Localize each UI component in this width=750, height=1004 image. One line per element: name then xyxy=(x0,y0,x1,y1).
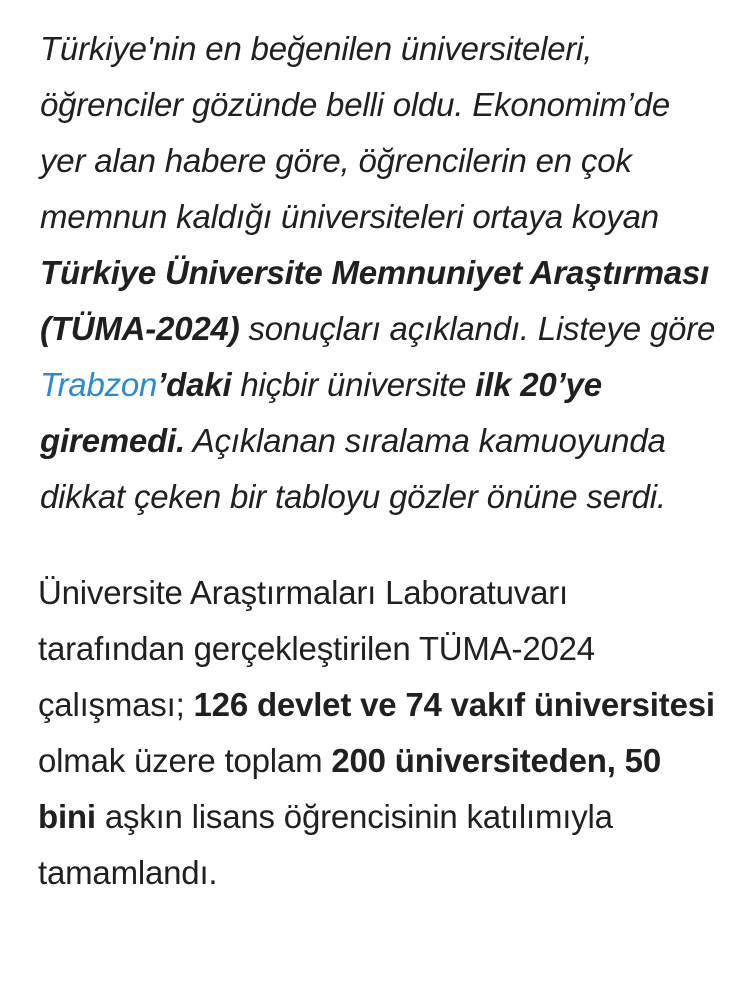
body-text-1: Üniversite Araştırmaları Laboratuvarı tarafından gerçekleştirilen TÜMA-2024 çalışması; xyxy=(38,574,595,723)
body-paragraph xyxy=(38,565,720,901)
body-text-3: aşkın lisans öğrencisinin katılımıyla tamamlandı. xyxy=(38,798,613,891)
participant-counts: 200 üniversiteden, 50 bini xyxy=(38,742,661,835)
lead-paragraph xyxy=(40,21,720,525)
survey-name: Türkiye Üniversite Memnuniyet Araştırması (TÜMA-2024) xyxy=(40,254,710,347)
lead-text-1: Türkiye'nin en beğenilen üniversiteleri, öğrenciler gözünde belli oldu. Ekonomim’de yer alan habere göre, öğrencilerin en çok memnun kaldığı üniversiteleri ortaya koyan xyxy=(40,30,670,235)
lead-text-2: sonuçları açıklandı. Listeye göre xyxy=(239,310,716,347)
lead-text-4: Açıklanan sıralama kamuoyunda dikkat çeken bir tabloyu gözler önüne serdi. xyxy=(40,422,666,515)
lead-highlight: ilk 20’ye giremedi. xyxy=(40,366,602,459)
lead-text-3: hiçbir üniversite xyxy=(231,366,476,403)
lead-bold-suffix: ’daki xyxy=(157,366,232,403)
article-content xyxy=(40,21,720,901)
trabzon-link[interactable]: Trabzon xyxy=(40,366,158,403)
body-text-2: olmak üzere toplam xyxy=(38,742,332,779)
university-counts: 126 devlet ve 74 vakıf üniversitesi xyxy=(193,686,715,723)
